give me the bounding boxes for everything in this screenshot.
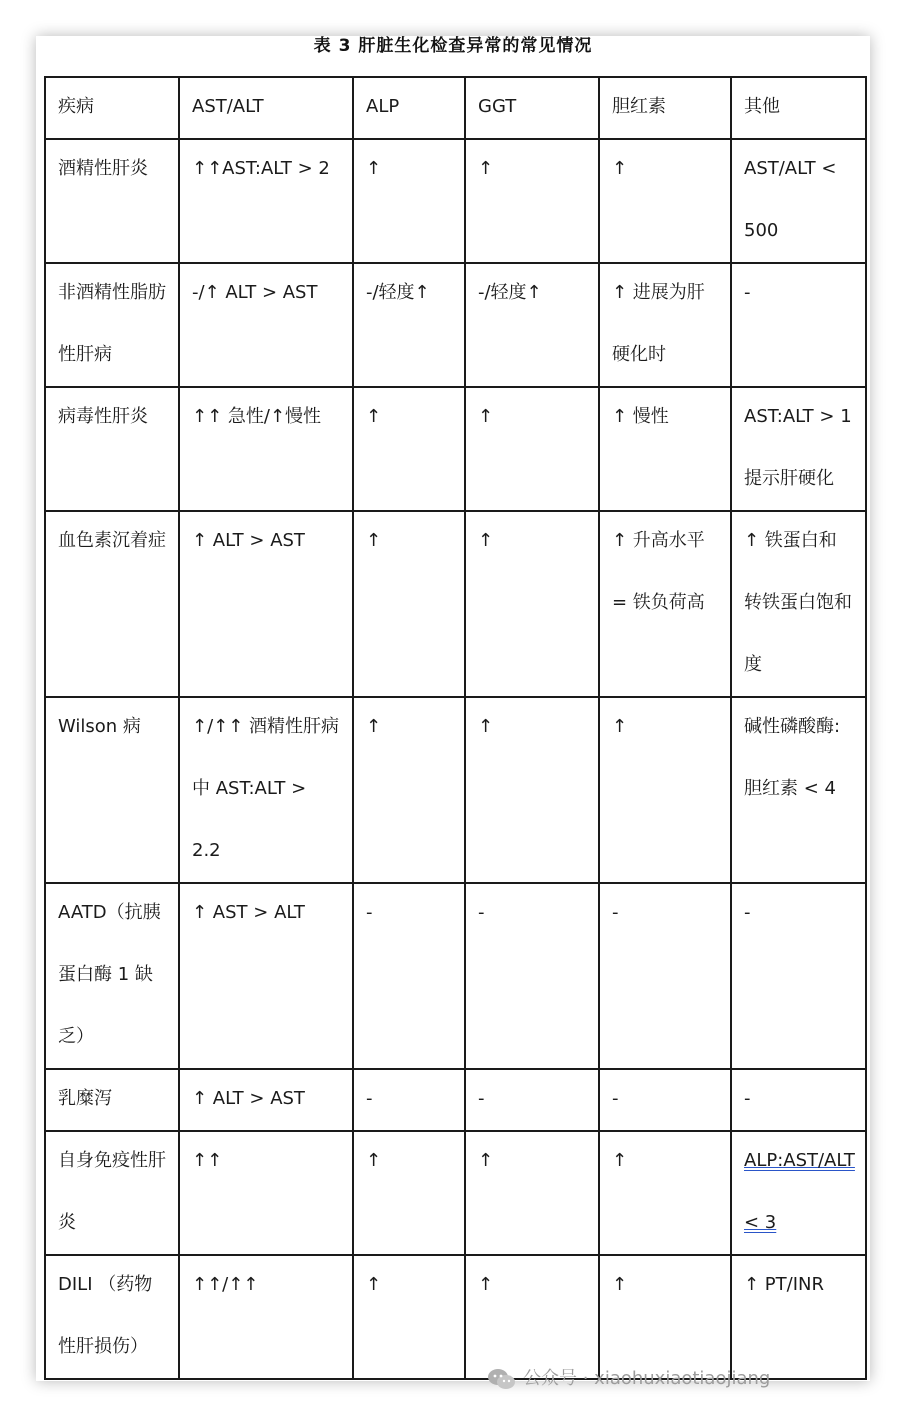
ggt-cell: ↑ (465, 387, 599, 511)
disease-cell: 血色素沉着症 (45, 511, 179, 697)
bilirubin-cell: - (599, 883, 731, 1069)
header-cell-ggt: GGT (465, 77, 599, 139)
ggt-cell: - (465, 883, 599, 1069)
header-cell-other: 其他 (731, 77, 866, 139)
ast-alt-cell: ↑/↑↑ 酒精性肝病中 AST:ALT > 2.2 (179, 697, 353, 883)
liver-test-table (44, 76, 867, 1380)
other-cell: - (731, 263, 866, 387)
ggt-cell: ↑ (465, 511, 599, 697)
disease-cell: Wilson 病 (45, 697, 179, 883)
other-cell: ALP:AST/ALT < 3 (731, 1131, 866, 1255)
document-page (36, 36, 870, 1381)
ggt-cell: ↑ (465, 1131, 599, 1255)
table-row (45, 1131, 866, 1255)
table-row (45, 511, 866, 697)
disease-cell: 酒精性肝炎 (45, 139, 179, 263)
watermark (487, 1366, 870, 1392)
bilirubin-cell: ↑ 慢性 (599, 387, 731, 511)
alp-cell: ↑ (353, 387, 465, 511)
table-title: 表 3 肝脏生化检查异常的常见情况 (313, 36, 593, 56)
other-cell: 碱性磷酸酶:胆红素 < 4 (731, 697, 866, 883)
table-row (45, 1069, 866, 1131)
header-cell-ast-alt: AST/ALT (179, 77, 353, 139)
bilirubin-cell: ↑ (599, 139, 731, 263)
disease-cell: 乳糜泻 (45, 1069, 179, 1131)
ggt-cell: ↑ (465, 139, 599, 263)
wechat-icon (487, 1367, 517, 1391)
other-cell: AST:ALT > 1 提示肝硬化 (731, 387, 866, 511)
ast-alt-cell: ↑ AST > ALT (179, 883, 353, 1069)
ast-alt-cell: ↑↑/↑↑ (179, 1255, 353, 1379)
table-row (45, 697, 866, 883)
alp-cell: ↑ (353, 139, 465, 263)
disease-cell: 非酒精性脂肪性肝病 (45, 263, 179, 387)
ggt-cell: - (465, 1069, 599, 1131)
alp-cell: ↑ (353, 511, 465, 697)
bilirubin-cell: ↑ 升高水平 = 铁负荷高 (599, 511, 731, 697)
header-cell-disease: 疾病 (45, 77, 179, 139)
bilirubin-cell: ↑ 进展为肝硬化时 (599, 263, 731, 387)
alp-cell: - (353, 1069, 465, 1131)
table-row (45, 263, 866, 387)
bilirubin-cell: ↑ (599, 1255, 731, 1379)
ast-alt-cell: ↑ ALT > AST (179, 511, 353, 697)
header-cell-alp: ALP (353, 77, 465, 139)
table-row (45, 387, 866, 511)
ggt-cell: ↑ (465, 1255, 599, 1379)
alp-cell: ↑ (353, 1131, 465, 1255)
watermark-text: 公众号 · xiaohuxiaotiaojiang (523, 1368, 771, 1389)
other-cell: - (731, 883, 866, 1069)
other-cell: - (731, 1069, 866, 1131)
ast-alt-cell: ↑↑AST:ALT > 2 (179, 139, 353, 263)
disease-cell: AATD（抗胰蛋白酶 1 缺乏） (45, 883, 179, 1069)
ggt-cell: -/轻度↑ (465, 263, 599, 387)
table-row (45, 883, 866, 1069)
disease-cell: 自身免疫性肝炎 (45, 1131, 179, 1255)
table-row (45, 139, 866, 263)
disease-cell: DILI （药物性肝损伤） (45, 1255, 179, 1379)
ast-alt-cell: ↑↑ 急性/↑慢性 (179, 387, 353, 511)
ggt-cell: ↑ (465, 697, 599, 883)
bilirubin-cell: ↑ (599, 697, 731, 883)
bilirubin-cell: - (599, 1069, 731, 1131)
disease-cell: 病毒性肝炎 (45, 387, 179, 511)
table-row (45, 1255, 866, 1379)
ast-alt-cell: -/↑ ALT > AST (179, 263, 353, 387)
ast-alt-cell: ↑ ALT > AST (179, 1069, 353, 1131)
other-cell: ↑ 铁蛋白和转铁蛋白饱和度 (731, 511, 866, 697)
other-cell: ↑ PT/INR (731, 1255, 866, 1379)
other-cell: AST/ALT < 500 (731, 139, 866, 263)
alp-cell: ↑ (353, 697, 465, 883)
bilirubin-cell: ↑ (599, 1131, 731, 1255)
ast-alt-cell: ↑↑ (179, 1131, 353, 1255)
alp-cell: ↑ (353, 1255, 465, 1379)
header-cell-bilirubin: 胆红素 (599, 77, 731, 139)
alp-cell: -/轻度↑ (353, 263, 465, 387)
alp-cell: - (353, 883, 465, 1069)
header-row (45, 77, 866, 139)
